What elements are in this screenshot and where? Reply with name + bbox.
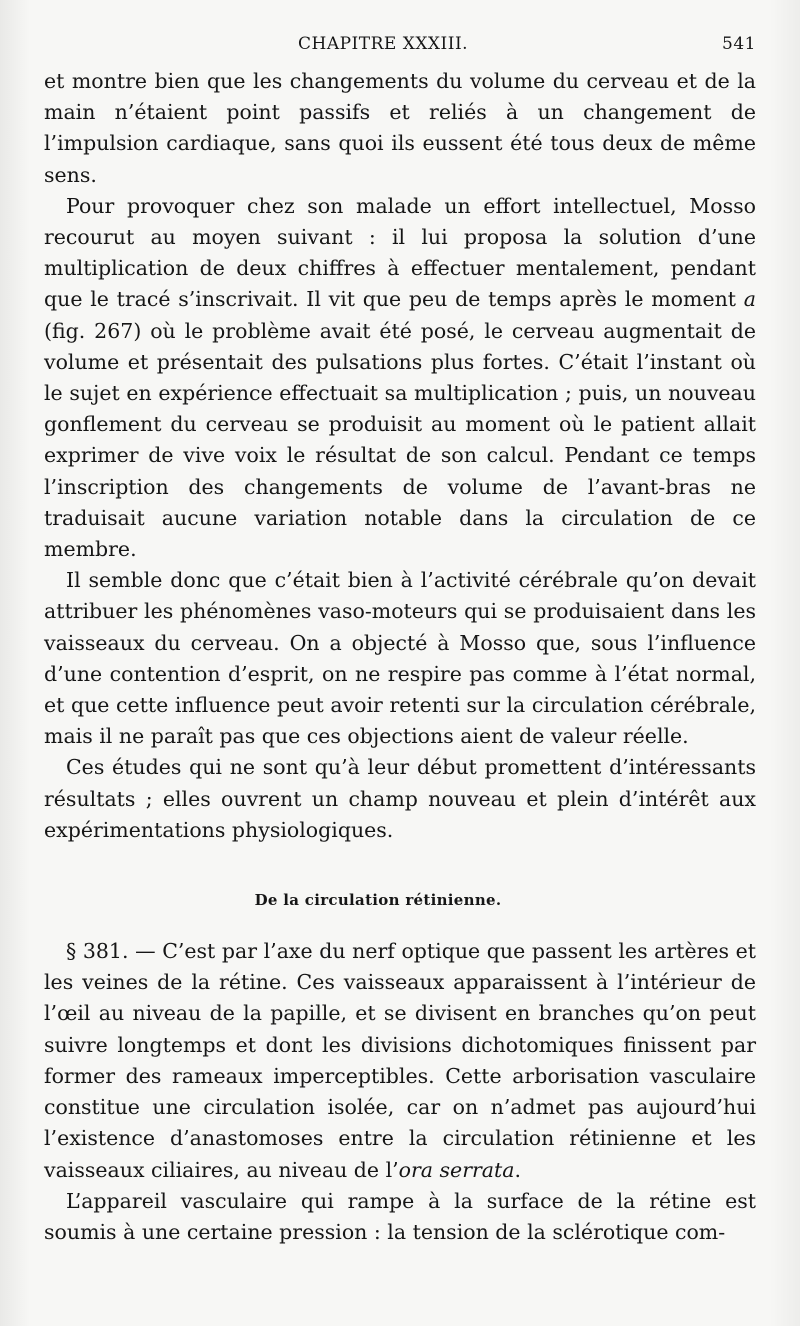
running-head: [44, 34, 756, 56]
paragraph-text: Ces études qui ne sont qu’à leur début promettent d’intéressants résultats ; elles ouvrent un champ nouveau et plein d’intérêt aux expérimentations physiologiques.: [44, 755, 756, 842]
body-text: [44, 66, 756, 1248]
ora-serrata-italic: ora serrata: [398, 1157, 515, 1182]
section-heading: [44, 890, 756, 910]
paragraph-vascular-pressure: [44, 1186, 756, 1248]
paragraph-text: § 381. — C’est par l’axe du nerf optique que passent les artères et les veines de la rétine. Ces vaisseaux apparaissent à l’intérieur de l’œil au niveau de la papille, et se divisent en branches qu’on peut suivre longtemps et dont les divisions dichotomiques finissent par former des rameaux imperceptibles. Cette arborisation vasculaire constitue une circulation isolée, car on n’admet pas aujourd’hui l’existence d’anastomoses entre la circulation rétinienne et les vaisseaux ciliaires, au niveau de l’: [44, 939, 756, 1182]
running-title: CHAPITRE XXXIII.: [298, 34, 469, 54]
paragraph-text: L’appareil vasculaire qui rampe à la surface de la rétine est soumis à une certaine pression : la tension de la sclérotique com-: [44, 1188, 756, 1244]
page-number: 541: [722, 34, 756, 54]
paragraph-mosso-experiment: [44, 191, 756, 565]
paragraph-text: Il semble donc que c’était bien à l’activité cérébrale qu’on devait attribuer les phénomènes vaso-moteurs qui se produisaient dans les vaisseaux du cerveau. On a objecté à Mosso que, sous l’influence d’une contention d’esprit, on ne respire pas comme à l’état normal, et que cette influence peut avoir retenti sur la circulation cérébrale, mais il ne paraît pas que ces objections aient de valeur réelle.: [44, 568, 756, 749]
paragraph-section-381: [44, 936, 756, 1186]
paragraph-continuation: [44, 66, 756, 191]
paragraph-text: (fig. 267) où le problème avait été posé, le cerveau augmentait de volume et présentait des pulsations plus fortes. C’était l’instant où le sujet en expérience effectuait sa multiplication ; puis, un nouveau gonflement du cerveau se produisit au moment où le patient allait exprimer de vive voix le résultat de son calcul. Pendant ce temps l’inscription des changements de volume de l’avant-bras ne traduisait aucune variation notable dans la circulation de ce membre.: [44, 318, 756, 562]
figure-marker-italic: a: [743, 287, 756, 312]
section-heading-text: De la circulation rétinienne.: [254, 891, 502, 910]
paragraph-cerebral-activity: [44, 565, 756, 752]
paragraph-text: et montre bien que les changements du volume du cerveau et de la main n’étaient point passifs et reliés à un changement de l’impulsion cardiaque, sans quoi ils eussent été tous deux de même sens.: [44, 69, 756, 187]
paragraph-studies: [44, 752, 756, 846]
paragraph-text: Pour provoquer chez son malade un effort intellectuel, Mosso recourut au moyen suivant : il lui proposa la solution d’une multiplication de deux chiffres à effectuer mentalement, pendant que le tracé s’inscrivait. Il vit que peu de temps après le moment: [44, 193, 756, 312]
paragraph-text: .: [514, 1157, 522, 1182]
